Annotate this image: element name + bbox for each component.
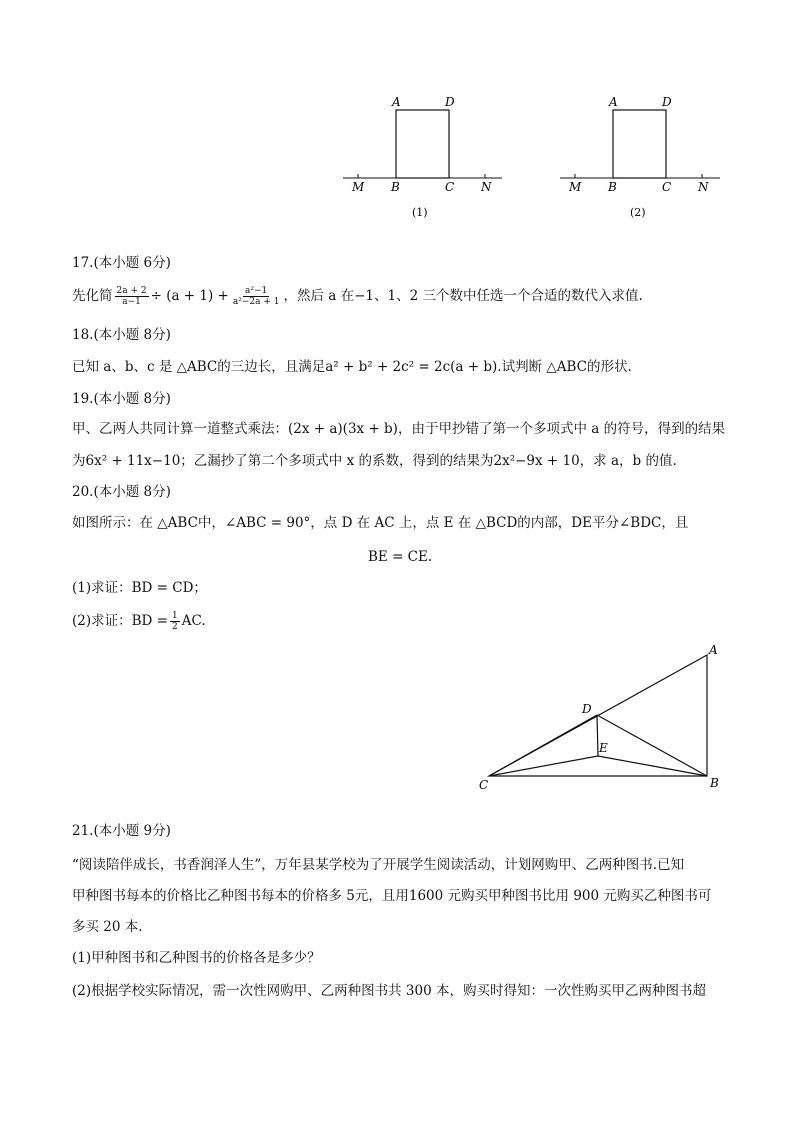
label-d: D [662, 95, 672, 109]
label-b: B [608, 180, 617, 194]
label-a: A [609, 95, 618, 109]
q18-text: 已知 a、b、c 是 △ABC的三边长，且满足a² + b² + 2c² = 2c(a + b).试判断 △ABC的形状. [72, 359, 632, 375]
q19-header: 19.(本小题 8分) [72, 391, 171, 407]
segment-de [597, 715, 598, 756]
square-abcd [396, 110, 449, 178]
label-a: A [709, 643, 718, 657]
label-m: M [569, 180, 582, 194]
q20-figure [470, 640, 730, 795]
q17-fraction-1: $\frac{2a + 2}{a-1}$ [116, 286, 147, 307]
label-a: A [392, 95, 401, 109]
q17-text: 先化简 $\frac{2a + 2}{a-1}$ ÷ (a + 1) + $\frac{\text{a²−1}}{\text{a²−2a + 1}}$ ，然后 a 在−1、1、2 三个数中任选一个合适的数代入求值. [72, 286, 643, 307]
square-abcd [613, 110, 666, 178]
figure-pair [330, 88, 730, 223]
segment-cd [489, 715, 597, 776]
segment-be [598, 756, 707, 776]
figure-1 [343, 95, 502, 219]
q20-part-2: (2)求证：BD = $\frac{1}{2}$ AC. [72, 611, 206, 632]
label-d: D [445, 95, 455, 109]
label-c: C [445, 180, 455, 194]
q21-line-1: “阅读陪伴成长，书香润泽人生”，万年县某学校为了开展学生阅读活动，计划网购甲、乙两种图书.已知 [72, 857, 685, 873]
q21-line-3: 多买 20 本. [72, 919, 143, 935]
q20-line-1: 如图所示：在 △ABC中，∠ABC = 90°，点 D 在 AC 上，点 E 在 △BCD的内部，DE平分∠BDC，且 [72, 515, 689, 531]
label-n: N [698, 180, 709, 194]
q20-part-1: (1)求证：BD = CD； [72, 580, 207, 596]
label-e: E [599, 741, 608, 755]
segment-ce [489, 756, 598, 776]
fraction-one-half: $\frac{1}{2}$ [171, 611, 178, 632]
caption-1: (1) [412, 206, 428, 219]
q20-line-2: BE = CE. [368, 549, 433, 565]
q17-header: 17.(本小题 6分) [72, 255, 171, 271]
q21-part-1: (1)甲种图书和乙种图书的价格各是多少？ [72, 950, 321, 966]
label-b: B [391, 180, 400, 194]
q21-line-2: 甲种图书每本的价格比乙种图书每本的价格多 5元，且用1600 元购买甲种图书比用 900 元购买乙种图书可 [72, 888, 712, 904]
label-c: C [479, 778, 489, 792]
q19-line-1: 甲、乙两人共同计算一道整式乘法：(2x + a)(3x + b)，由于甲抄错了第一个多项式中 a 的符号，得到的结果 [72, 421, 726, 437]
label-c: C [662, 180, 672, 194]
q19-line-2: 为6x² + 11x−10；乙漏抄了第二个多项式中 x 的系数，得到的结果为2x²−9x + 10，求 a，b 的值. [72, 453, 677, 469]
label-d: D [582, 702, 592, 716]
label-b: B [710, 776, 719, 790]
q21-part-2: (2)根据学校实际情况，需一次性网购甲、乙两种图书共 300 本，购买时得知：一次性购买甲乙两种图书超 [72, 983, 706, 999]
q21-header: 21.(本小题 9分) [72, 823, 171, 839]
figure-2 [560, 95, 720, 219]
q18-header: 18.(本小题 8分) [72, 327, 171, 343]
caption-2: (2) [630, 206, 646, 219]
segment-bd [597, 715, 707, 776]
label-m: M [352, 180, 365, 194]
q17-fraction-2: $\frac{\text{a²−1}}{\text{a²−2a + 1}}$ [232, 286, 280, 307]
label-n: N [481, 180, 492, 194]
q20-header: 20.(本小题 8分) [72, 484, 171, 500]
